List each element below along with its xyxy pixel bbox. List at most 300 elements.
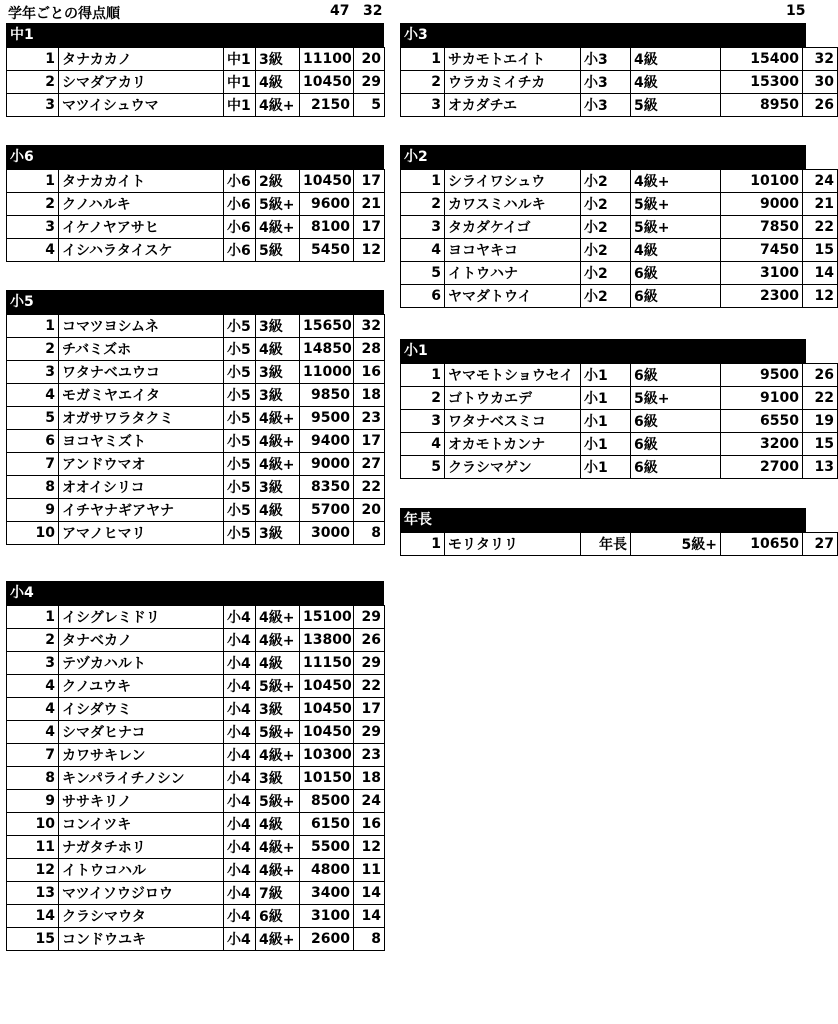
grade-cell: 小4: [224, 698, 256, 721]
rank-cell: 12: [7, 859, 59, 882]
points-cell: 28: [354, 338, 385, 361]
score-cell: 3400: [300, 882, 354, 905]
score-cell: 3000: [300, 522, 354, 545]
table-row: [7, 813, 385, 836]
points-cell: 23: [354, 407, 385, 430]
grade-cell: 小4: [224, 652, 256, 675]
name-cell: コンドウユキ: [59, 928, 224, 951]
score-cell: 11000: [300, 361, 354, 384]
table-row: [7, 675, 385, 698]
points-cell: 17: [354, 170, 385, 193]
grade-cell: 小5: [224, 384, 256, 407]
name-cell: コマツヨシムネ: [59, 315, 224, 338]
name-cell: オカダチエ: [445, 94, 581, 117]
score-cell: 5450: [300, 239, 354, 262]
score-cell: 9500: [721, 364, 803, 387]
level-cell: 4級: [256, 338, 300, 361]
name-cell: イトウコハル: [59, 859, 224, 882]
name-cell: カワサキレン: [59, 744, 224, 767]
grade-cell: 小1: [581, 456, 631, 479]
table-row: [401, 94, 838, 117]
name-cell: イトウハナ: [445, 262, 581, 285]
rank-cell: 11: [7, 836, 59, 859]
name-cell: モガミヤエイタ: [59, 384, 224, 407]
table-row: [7, 652, 385, 675]
table-row: [7, 361, 385, 384]
rank-cell: 3: [7, 652, 59, 675]
level-cell: 4級+: [256, 859, 300, 882]
group-title: 小3: [400, 23, 806, 47]
rank-cell: 9: [7, 790, 59, 813]
table-row: [7, 48, 385, 71]
level-cell: 4級+: [256, 453, 300, 476]
grade-cell: 小2: [581, 216, 631, 239]
rank-cell: 5: [401, 456, 445, 479]
grade-cell: 小5: [224, 430, 256, 453]
group-sho5: [6, 290, 384, 545]
score-cell: 4800: [300, 859, 354, 882]
level-cell: 6級: [631, 433, 721, 456]
rank-cell: 9: [7, 499, 59, 522]
grade-cell: 小4: [224, 882, 256, 905]
table-row: [401, 364, 838, 387]
score-table: [6, 605, 385, 951]
name-cell: イシハラタイスケ: [59, 239, 224, 262]
points-cell: 14: [803, 262, 838, 285]
score-table: [400, 532, 838, 556]
score-cell: 2150: [300, 94, 354, 117]
score-cell: 14850: [300, 338, 354, 361]
table-row: [401, 387, 838, 410]
score-cell: 10100: [721, 170, 803, 193]
header-count-1: 47: [330, 3, 350, 19]
score-cell: 10450: [300, 675, 354, 698]
grade-cell: 小5: [224, 453, 256, 476]
level-cell: 4級+: [256, 606, 300, 629]
points-cell: 16: [354, 813, 385, 836]
table-row: [7, 239, 385, 262]
level-cell: 3級: [256, 384, 300, 407]
rank-cell: 8: [7, 476, 59, 499]
score-table: [400, 47, 838, 117]
points-cell: 17: [354, 698, 385, 721]
grade-cell: 小1: [581, 433, 631, 456]
points-cell: 24: [354, 790, 385, 813]
name-cell: ヨコヤミズト: [59, 430, 224, 453]
name-cell: タナベカノ: [59, 629, 224, 652]
points-cell: 12: [354, 836, 385, 859]
table-row: [7, 836, 385, 859]
level-cell: 4級+: [631, 170, 721, 193]
rank-cell: 6: [7, 430, 59, 453]
name-cell: サカモトエイト: [445, 48, 581, 71]
rank-cell: 14: [7, 905, 59, 928]
score-cell: 2600: [300, 928, 354, 951]
grade-cell: 小4: [224, 767, 256, 790]
score-cell: 9500: [300, 407, 354, 430]
rank-cell: 3: [7, 94, 59, 117]
table-row: [401, 456, 838, 479]
rank-cell: 1: [7, 170, 59, 193]
points-cell: 21: [354, 193, 385, 216]
grade-cell: 小5: [224, 476, 256, 499]
table-row: [401, 216, 838, 239]
name-cell: カワスミハルキ: [445, 193, 581, 216]
name-cell: チバミズホ: [59, 338, 224, 361]
level-cell: 7級: [256, 882, 300, 905]
name-cell: キンパライチノシン: [59, 767, 224, 790]
grade-cell: 小5: [224, 499, 256, 522]
name-cell: ゴトウカエデ: [445, 387, 581, 410]
name-cell: マツイソウジロウ: [59, 882, 224, 905]
score-cell: 15400: [721, 48, 803, 71]
rank-cell: 1: [7, 315, 59, 338]
grade-cell: 小1: [581, 387, 631, 410]
table-row: [7, 384, 385, 407]
level-cell: 5級+: [256, 790, 300, 813]
group-title: 小4: [6, 581, 384, 605]
name-cell: オオイシリコ: [59, 476, 224, 499]
grade-cell: 小6: [224, 170, 256, 193]
name-cell: ヤマダトウイ: [445, 285, 581, 308]
score-cell: 11100: [300, 48, 354, 71]
grade-cell: 年長: [581, 533, 631, 556]
points-cell: 19: [803, 410, 838, 433]
score-cell: 8950: [721, 94, 803, 117]
name-cell: イシグレミドリ: [59, 606, 224, 629]
rank-cell: 1: [401, 48, 445, 71]
score-cell: 10450: [300, 170, 354, 193]
level-cell: 5級+: [256, 675, 300, 698]
level-cell: 4級: [631, 239, 721, 262]
name-cell: クラシマウタ: [59, 905, 224, 928]
points-cell: 12: [354, 239, 385, 262]
grade-cell: 中1: [224, 94, 256, 117]
name-cell: ササキリノ: [59, 790, 224, 813]
points-cell: 22: [803, 387, 838, 410]
level-cell: 5級+: [631, 216, 721, 239]
table-row: [401, 410, 838, 433]
name-cell: アンドウマオ: [59, 453, 224, 476]
rank-cell: 2: [7, 193, 59, 216]
level-cell: 4級+: [256, 836, 300, 859]
points-cell: 14: [354, 905, 385, 928]
table-row: [7, 170, 385, 193]
rank-cell: 4: [7, 384, 59, 407]
rank-cell: 3: [7, 361, 59, 384]
points-cell: 29: [354, 71, 385, 94]
score-cell: 8350: [300, 476, 354, 499]
score-cell: 8500: [300, 790, 354, 813]
score-cell: 9600: [300, 193, 354, 216]
grade-cell: 小6: [224, 239, 256, 262]
grade-cell: 小3: [581, 71, 631, 94]
rank-cell: 2: [7, 71, 59, 94]
table-row: [7, 216, 385, 239]
group-sho3: [400, 23, 834, 117]
rank-cell: 4: [401, 433, 445, 456]
grade-cell: 中1: [224, 71, 256, 94]
table-row: [401, 239, 838, 262]
score-cell: 7450: [721, 239, 803, 262]
rank-cell: 1: [7, 48, 59, 71]
group-title: 小6: [6, 145, 384, 169]
group-title: 中1: [6, 23, 384, 47]
score-cell: 15650: [300, 315, 354, 338]
grade-cell: 小1: [581, 364, 631, 387]
score-table: [6, 169, 385, 262]
name-cell: イシダウミ: [59, 698, 224, 721]
level-cell: 6級: [631, 456, 721, 479]
table-row: [401, 433, 838, 456]
grade-cell: 小4: [224, 790, 256, 813]
level-cell: 4級: [631, 48, 721, 71]
rank-cell: 2: [401, 193, 445, 216]
grade-cell: 小2: [581, 170, 631, 193]
level-cell: 4級+: [256, 744, 300, 767]
level-cell: 4級+: [256, 928, 300, 951]
name-cell: ウラカミイチカ: [445, 71, 581, 94]
grade-cell: 小1: [581, 410, 631, 433]
score-cell: 2300: [721, 285, 803, 308]
rank-cell: 6: [401, 285, 445, 308]
group-title: 小1: [400, 339, 806, 363]
points-cell: 20: [354, 48, 385, 71]
table-row: [7, 338, 385, 361]
table-row: [7, 928, 385, 951]
grade-cell: 小4: [224, 606, 256, 629]
group-title: 小5: [6, 290, 384, 314]
rank-cell: 2: [7, 629, 59, 652]
name-cell: オガサワラタクミ: [59, 407, 224, 430]
score-cell: 6150: [300, 813, 354, 836]
table-row: [7, 790, 385, 813]
points-cell: 18: [354, 767, 385, 790]
points-cell: 29: [354, 721, 385, 744]
level-cell: 2級: [256, 170, 300, 193]
level-cell: 4級: [631, 71, 721, 94]
group-sho1: [400, 339, 834, 479]
score-cell: 9000: [300, 453, 354, 476]
rank-cell: 1: [401, 533, 445, 556]
points-cell: 14: [354, 882, 385, 905]
grade-cell: 小5: [224, 407, 256, 430]
points-cell: 11: [354, 859, 385, 882]
grade-cell: 小2: [581, 239, 631, 262]
score-table: [400, 363, 838, 479]
level-cell: 3級: [256, 48, 300, 71]
group-sho4: [6, 581, 384, 951]
score-cell: 9400: [300, 430, 354, 453]
points-cell: 29: [354, 606, 385, 629]
table-row: [401, 48, 838, 71]
score-cell: 9100: [721, 387, 803, 410]
score-cell: 9850: [300, 384, 354, 407]
table-row: [401, 262, 838, 285]
name-cell: ナガタチホリ: [59, 836, 224, 859]
grade-cell: 小5: [224, 315, 256, 338]
rank-cell: 7: [7, 744, 59, 767]
table-row: [7, 698, 385, 721]
points-cell: 15: [803, 239, 838, 262]
table-row: [401, 170, 838, 193]
name-cell: クラシマゲン: [445, 456, 581, 479]
score-cell: 2700: [721, 456, 803, 479]
score-table: [400, 169, 838, 308]
grade-cell: 小4: [224, 928, 256, 951]
score-cell: 3100: [300, 905, 354, 928]
name-cell: マツイシュウマ: [59, 94, 224, 117]
table-row: [7, 407, 385, 430]
name-cell: ヨコヤキコ: [445, 239, 581, 262]
grade-cell: 小4: [224, 813, 256, 836]
grade-cell: 小4: [224, 675, 256, 698]
level-cell: 4級: [256, 652, 300, 675]
points-cell: 8: [354, 928, 385, 951]
points-cell: 27: [354, 453, 385, 476]
rank-cell: 3: [7, 216, 59, 239]
score-cell: 10150: [300, 767, 354, 790]
rank-cell: 3: [401, 216, 445, 239]
rank-cell: 3: [401, 410, 445, 433]
points-cell: 5: [354, 94, 385, 117]
rank-cell: 3: [401, 94, 445, 117]
grade-cell: 小3: [581, 94, 631, 117]
table-row: [401, 285, 838, 308]
points-cell: 20: [354, 499, 385, 522]
grade-cell: 小4: [224, 629, 256, 652]
header-count-3: 15: [786, 3, 806, 19]
rank-cell: 4: [7, 675, 59, 698]
rank-cell: 4: [7, 698, 59, 721]
grade-cell: 小2: [581, 285, 631, 308]
name-cell: オカモトカンナ: [445, 433, 581, 456]
table-row: [7, 193, 385, 216]
rank-cell: 5: [7, 407, 59, 430]
group-title: 小2: [400, 145, 806, 169]
level-cell: 3級: [256, 315, 300, 338]
table-row: [7, 522, 385, 545]
name-cell: イチヤナギアヤナ: [59, 499, 224, 522]
points-cell: 32: [354, 315, 385, 338]
level-cell: 4級+: [256, 216, 300, 239]
points-cell: 12: [803, 285, 838, 308]
level-cell: 5級+: [256, 193, 300, 216]
table-row: [7, 315, 385, 338]
table-row: [7, 606, 385, 629]
grade-cell: 小4: [224, 859, 256, 882]
table-row: [401, 533, 838, 556]
rank-cell: 5: [401, 262, 445, 285]
table-row: [7, 499, 385, 522]
name-cell: アマノヒマリ: [59, 522, 224, 545]
table-row: [7, 721, 385, 744]
rank-cell: 1: [401, 364, 445, 387]
score-table: [6, 47, 385, 117]
points-cell: 22: [803, 216, 838, 239]
rank-cell: 1: [401, 170, 445, 193]
level-cell: 4級: [256, 71, 300, 94]
grade-cell: 小4: [224, 836, 256, 859]
points-cell: 15: [803, 433, 838, 456]
level-cell: 3級: [256, 522, 300, 545]
score-cell: 9000: [721, 193, 803, 216]
points-cell: 22: [354, 476, 385, 499]
rank-cell: 4: [7, 721, 59, 744]
group-chu1: [6, 23, 384, 117]
points-cell: 26: [354, 629, 385, 652]
level-cell: 6級: [256, 905, 300, 928]
table-row: [7, 744, 385, 767]
group-sho2: [400, 145, 834, 308]
level-cell: 3級: [256, 361, 300, 384]
points-cell: 23: [354, 744, 385, 767]
level-cell: 4級+: [256, 94, 300, 117]
level-cell: 5級+: [631, 533, 721, 556]
score-cell: 5700: [300, 499, 354, 522]
name-cell: タナカカイト: [59, 170, 224, 193]
points-cell: 17: [354, 430, 385, 453]
table-row: [7, 94, 385, 117]
points-cell: 30: [803, 71, 838, 94]
rank-cell: 2: [7, 338, 59, 361]
rank-cell: 2: [401, 71, 445, 94]
points-cell: 16: [354, 361, 385, 384]
points-cell: 13: [803, 456, 838, 479]
level-cell: 5級+: [256, 721, 300, 744]
score-cell: 5500: [300, 836, 354, 859]
name-cell: シマダヒナコ: [59, 721, 224, 744]
points-cell: 26: [803, 364, 838, 387]
grade-cell: 小3: [581, 48, 631, 71]
score-cell: 7850: [721, 216, 803, 239]
grade-cell: 小2: [581, 262, 631, 285]
grade-cell: 中1: [224, 48, 256, 71]
table-row: [7, 71, 385, 94]
points-cell: 27: [803, 533, 838, 556]
name-cell: コンイツキ: [59, 813, 224, 836]
name-cell: テヅカハルト: [59, 652, 224, 675]
grade-cell: 小5: [224, 361, 256, 384]
rank-cell: 10: [7, 522, 59, 545]
score-cell: 10450: [300, 721, 354, 744]
level-cell: 6級: [631, 410, 721, 433]
level-cell: 4級+: [256, 430, 300, 453]
rank-cell: 7: [7, 453, 59, 476]
name-cell: イケノヤアサヒ: [59, 216, 224, 239]
header-count-2: 32: [363, 3, 383, 19]
level-cell: 3級: [256, 698, 300, 721]
level-cell: 5級+: [631, 193, 721, 216]
group-title: 年長: [400, 508, 806, 532]
grade-cell: 小6: [224, 216, 256, 239]
grade-cell: 小4: [224, 905, 256, 928]
name-cell: ヤマモトショウセイ: [445, 364, 581, 387]
score-cell: 3200: [721, 433, 803, 456]
rank-cell: 4: [7, 239, 59, 262]
rank-cell: 15: [7, 928, 59, 951]
level-cell: 6級: [631, 285, 721, 308]
grade-cell: 小6: [224, 193, 256, 216]
score-cell: 10650: [721, 533, 803, 556]
score-cell: 11150: [300, 652, 354, 675]
score-cell: 10300: [300, 744, 354, 767]
grade-cell: 小4: [224, 721, 256, 744]
score-cell: 15100: [300, 606, 354, 629]
score-cell: 13800: [300, 629, 354, 652]
rank-cell: 4: [401, 239, 445, 262]
level-cell: 5級: [256, 239, 300, 262]
